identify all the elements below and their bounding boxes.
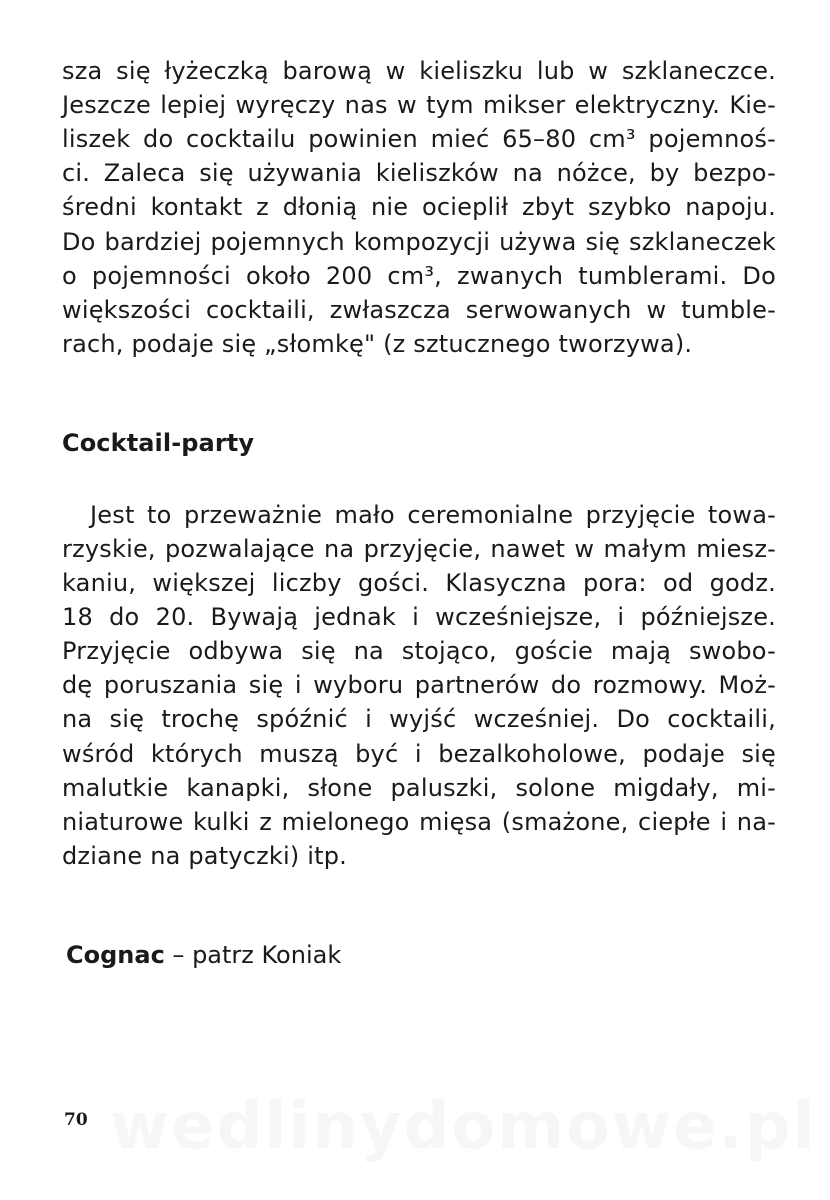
text-line: na się trochę spóźnić i wyjść wcześniej. Do cocktaili,: [62, 705, 776, 733]
text-line: Jest to przeważnie mało ceremonialne przyjęcie towa-: [90, 501, 776, 529]
text-line: niaturowe kulki z mielonego mięsa (smażone, ciepłe i na-: [62, 808, 776, 836]
text-line: większości cocktaili, zwłaszcza serwowanych w tumble-: [62, 296, 776, 324]
page-number: 70: [64, 1110, 88, 1130]
text-line: kaniu, większej liczby gości. Klasyczna pora: od godz.: [62, 569, 776, 597]
entry-term: Cognac: [66, 941, 165, 969]
text-line: Jeszcze lepiej wyręczy nas w tym mikser elektryczny. Kie-: [62, 91, 776, 119]
text-line: 18 do 20. Bywają jednak i wcześniejsze, i późniejsze.: [62, 603, 776, 631]
text-line: wśród których muszą być i bezalkoholowe, podaje się: [62, 740, 776, 768]
section-heading: Cocktail-party: [62, 429, 255, 457]
cross-reference-entry: [66, 938, 341, 972]
text-line: rzyskie, pozwalające na przyjęcie, nawet w małym miesz-: [62, 535, 776, 563]
text-line: dziane na patyczki) itp.: [62, 842, 348, 870]
text-line: Przyjęcie odbywa się na stojąco, goście mają swobo-: [62, 637, 776, 665]
text-line: Do bardziej pojemnych kompozycji używa się szklaneczek: [62, 228, 776, 256]
entry-reference: patrz Koniak: [192, 941, 342, 969]
text-line: liszek do cocktailu powinien mieć 65–80 cm³ pojemnoś-: [62, 125, 776, 153]
watermark: [110, 1090, 817, 1164]
text-line: dę poruszania się i wyboru partnerów do rozmowy. Moż-: [62, 671, 776, 699]
text-line: malutkie kanapki, słone paluszki, solone migdały, mi-: [62, 774, 776, 802]
text-line: sza się łyżeczką barową w kieliszku lub w szklaneczce.: [62, 57, 776, 85]
text-line: ci. Zaleca się używania kieliszków na nóżce, by bezpo-: [62, 159, 776, 187]
text-line: rach, podaje się „słomkę" (z sztucznego tworzywa).: [62, 330, 693, 358]
text-line: o pojemności około 200 cm³, zwanych tumblerami. Do: [62, 262, 776, 290]
entry-dash: –: [164, 941, 193, 969]
text-line: średni kontakt z dłonią nie ocieplił zbyt szybko napoju.: [62, 193, 776, 221]
